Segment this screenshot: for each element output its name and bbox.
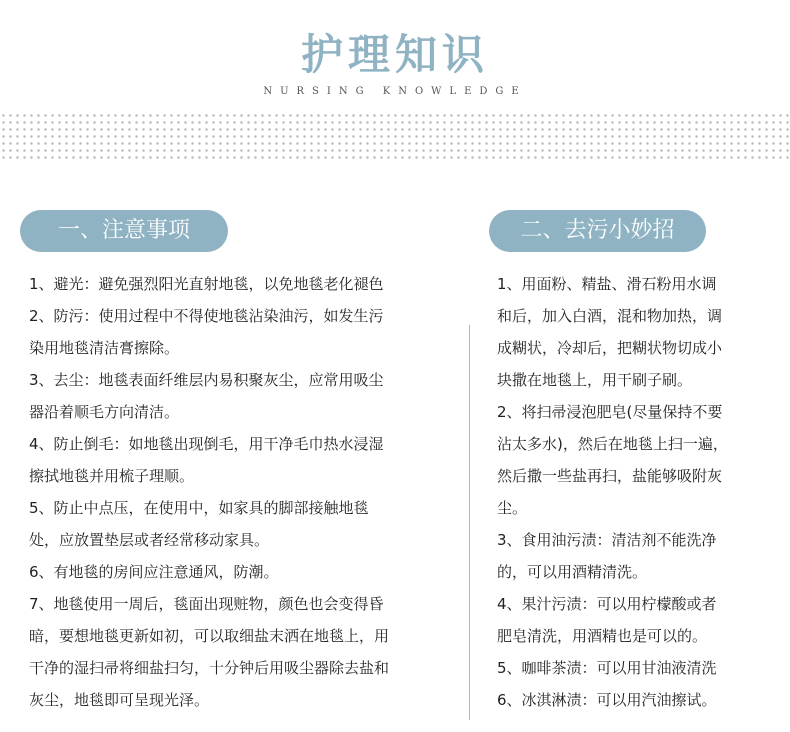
list-item: 1、用面粉、精盐、滑石粉用水调 <box>497 275 717 293</box>
list-item: 灰尘，地毯即可呈现光泽。 <box>29 691 210 709</box>
page-title: 护理知识 <box>300 30 489 79</box>
list-item: 2、防污：使用过程中不得使地毯沾染油污，如发生污 <box>29 307 384 325</box>
list-item: 和后，加入白酒，混和物加热，调 <box>497 307 723 325</box>
list-item: 成糊状，冷却后，把糊状物切成小 <box>497 339 723 357</box>
page-subtitle: NURSING KNOWLEDGE <box>263 86 527 97</box>
list-item: 3、食用油污渍：清洁剂不能洗净 <box>497 531 717 549</box>
list-item: 4、果汁污渍：可以用柠檬酸或者 <box>497 595 717 613</box>
list-item: 5、防止中点压，在使用中，如家具的脚部接触地毯 <box>29 499 369 517</box>
section-title-stain-tips: 二、去污小妙招 <box>489 210 706 252</box>
list-item: 暗，要想地毯更新如初，可以取细盐末洒在地毯上，用 <box>29 627 390 645</box>
list-item: 肥皂清洗，用酒精也是可以的。 <box>497 627 708 645</box>
list-item: 擦拭地毯并用梳子理顺。 <box>29 467 195 485</box>
list-item: 3、去尘：地毯表面纤维层内易积聚灰尘，应常用吸尘 <box>29 371 384 389</box>
list-item: 的，可以用酒精清洗。 <box>497 563 648 581</box>
dot-pattern-divider <box>0 112 790 162</box>
list-item: 沾太多水)，然后在地毯上扫一遍， <box>497 435 728 453</box>
list-item: 块撒在地毯上，用干刷子刷。 <box>497 371 693 389</box>
list-item: 6、冰淇淋渍：可以用汽油擦试。 <box>497 691 717 709</box>
list-item: 尘。 <box>497 499 528 517</box>
list-item: 4、防止倒毛：如地毯出现倒毛，用干净毛巾热水浸湿 <box>29 435 384 453</box>
column-divider <box>469 325 470 720</box>
list-item: 5、咖啡茶渍：可以用甘油液清洗 <box>497 659 717 677</box>
list-item: 干净的湿扫帚将细盐扫匀，十分钟后用吸尘器除去盐和 <box>29 659 390 677</box>
list-item: 7、地毯使用一周后，毯面出现赃物，颜色也会变得昏 <box>29 595 384 613</box>
list-item: 器沿着顺毛方向清洁。 <box>29 403 180 421</box>
list-item: 6、有地毯的房间应注意通风，防潮。 <box>29 563 279 581</box>
section-title-precautions: 一、注意事项 <box>20 210 228 252</box>
list-item: 1、避光：避免强烈阳光直射地毯，以免地毯老化褪色 <box>29 275 384 293</box>
list-item: 2、将扫帚浸泡肥皂(尽量保持不要 <box>497 403 723 421</box>
list-item: 处，应放置垫层或者经常移动家具。 <box>29 531 270 549</box>
precautions-list <box>29 268 389 716</box>
list-item: 染用地毯清洁膏擦除。 <box>29 339 180 357</box>
stain-tips-list <box>497 268 728 716</box>
list-item: 然后撒一些盐再扫，盐能够吸附灰 <box>497 467 723 485</box>
